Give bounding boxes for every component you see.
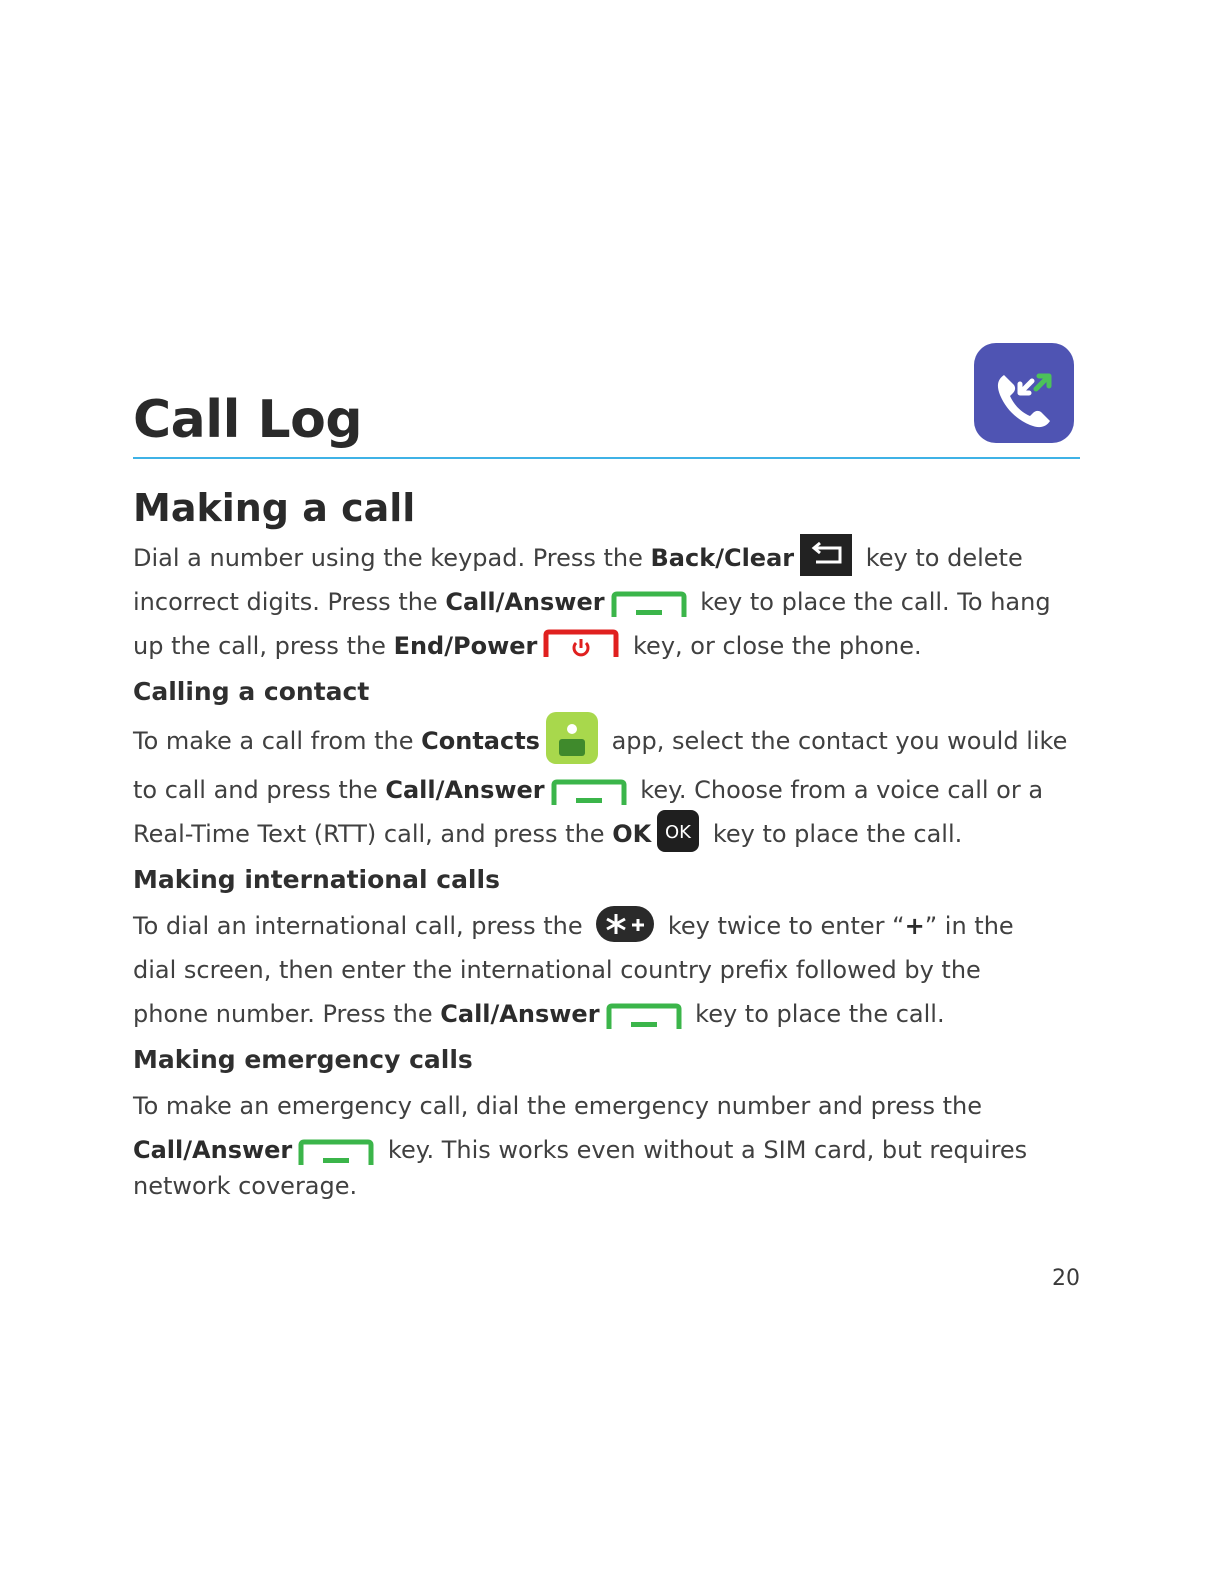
call-answer-label: Call/Answer bbox=[385, 776, 545, 804]
text: key to place the call. bbox=[687, 1000, 945, 1028]
text: Dial a number using the keypad. Press the bbox=[133, 544, 651, 572]
subsection-title-calling-contact: Calling a contact bbox=[133, 677, 370, 706]
subsection-title-emergency: Making emergency calls bbox=[133, 1045, 473, 1074]
call-answer-label: Call/Answer bbox=[445, 588, 605, 616]
text: key to place the call. To hang up the call, press the bbox=[133, 588, 1051, 660]
calling-contact-paragraph bbox=[133, 716, 1073, 856]
call-answer-key-icon bbox=[611, 587, 687, 613]
emergency-paragraph bbox=[133, 1084, 1053, 1208]
plus-symbol: + bbox=[904, 912, 925, 940]
page-title: Call Log bbox=[133, 390, 363, 450]
header-divider bbox=[133, 457, 1080, 459]
text: key to place the call. bbox=[705, 820, 963, 848]
call-answer-label: Call/Answer bbox=[133, 1136, 293, 1164]
content bbox=[133, 486, 1093, 1208]
ok-key-icon bbox=[657, 810, 699, 852]
contacts-app-icon bbox=[546, 712, 598, 764]
text: key. Choose from a voice call or a Real-Time Text (RTT) call, and press the bbox=[133, 776, 1044, 848]
text: To make a call from the bbox=[133, 727, 422, 755]
text: key, or close the phone. bbox=[625, 632, 922, 660]
text: network coverage. bbox=[133, 1172, 358, 1200]
ok-key-label: OK bbox=[665, 822, 692, 843]
international-paragraph bbox=[133, 904, 1053, 1036]
text: To dial an international call, press the bbox=[133, 912, 591, 940]
call-answer-key-icon bbox=[606, 999, 682, 1025]
text: key. This works even without a SIM card, but requires bbox=[380, 1136, 1028, 1164]
call-answer-key-icon bbox=[551, 775, 627, 801]
end-power-label: End/Power bbox=[393, 632, 538, 660]
call-answer-key-icon bbox=[298, 1135, 374, 1161]
subsection-title-international: Making international calls bbox=[133, 865, 500, 894]
star-plus-key-icon bbox=[596, 906, 654, 942]
text: key to delete incorrect digits. Press the bbox=[133, 544, 1023, 616]
section-title: Making a call bbox=[133, 486, 416, 530]
phone-arrows-icon bbox=[974, 343, 1074, 443]
text: ” in the dial screen, then enter the international country prefix followed by the phone number. Press the bbox=[133, 912, 1014, 1028]
text: key twice to enter “ bbox=[660, 912, 905, 940]
text: app, select the contact you would like to call and press the bbox=[133, 727, 1068, 804]
back-clear-key-icon bbox=[800, 534, 852, 576]
call-log-app-icon bbox=[974, 343, 1074, 443]
intro-paragraph bbox=[133, 536, 1083, 668]
ok-label: OK bbox=[612, 820, 652, 848]
end-power-key-icon bbox=[543, 629, 619, 659]
text: To make an emergency call, dial the emergency number and press the bbox=[133, 1092, 983, 1120]
page-header bbox=[133, 340, 1080, 460]
page-number: 20 bbox=[1052, 1266, 1080, 1291]
call-answer-label: Call/Answer bbox=[440, 1000, 600, 1028]
back-clear-label: Back/Clear bbox=[650, 544, 795, 572]
contacts-label: Contacts bbox=[421, 727, 540, 755]
